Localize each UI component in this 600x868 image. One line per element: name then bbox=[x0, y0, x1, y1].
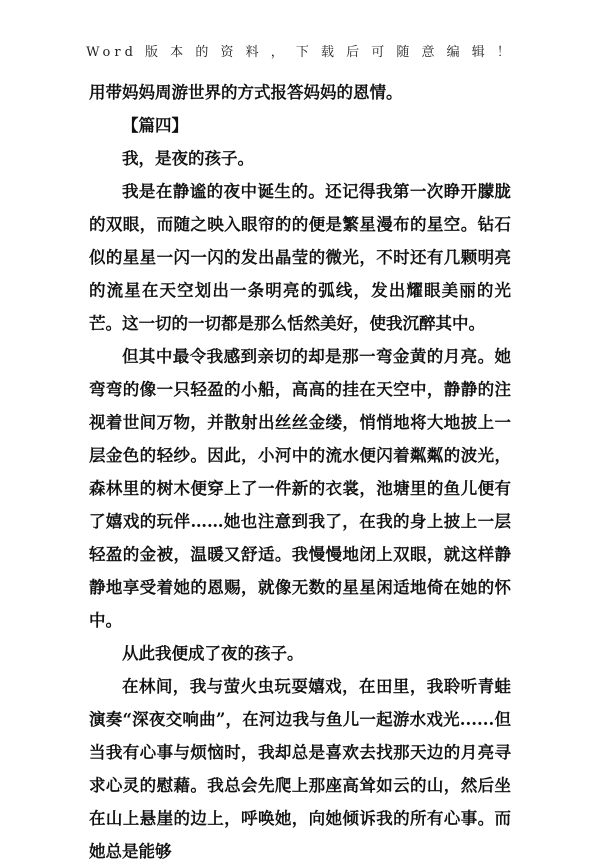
section-heading: 【篇四】 bbox=[122, 116, 188, 135]
paragraph: 我，是夜的孩子。 bbox=[122, 149, 254, 168]
paragraph: 我是在静谧的夜中诞生的。还记得我第一次睁开朦胧的双眼，而随之映入眼帘的的便是繁星漫布的星空。钻石似的星星一闪一闪的发出晶莹的微光，不时还有几颗明亮的流星在天空划出一条明亮的弧线，发出耀眼美丽的光芒。这一切的一切都是那么恬然美好，使我沉醉其中。 bbox=[89, 182, 511, 333]
page-header: Word 版 本 的 资 料 ， 下 载 后 可 随 意 编 辑 ！ bbox=[86, 45, 514, 60]
paragraph: 从此我便成了夜的孩子。 bbox=[122, 644, 304, 663]
paragraph: 但其中最令我感到亲切的却是那一弯金黄的月亮。她弯弯的像一只轻盈的小船，高高的挂在天空中，静静的注视着世间万物，并散射出丝丝金缕，悄悄地将大地披上一层金色的轻纱。因此，小河中的流水便闪着粼粼的波光，森林里的树木便穿上了一件新的衣裳，池塘里的鱼儿便有了嬉戏的玩伴……她也注意到我了，在我的身上披上一层轻盈的金被，温暖又舒适。我慢慢地闭上双眼，就这样静静地享受着她的恩赐，就像无数的星星闲适地倚在她的怀中。 bbox=[89, 347, 511, 630]
document-body bbox=[89, 76, 511, 868]
paragraph-continuation: 用带妈妈周游世界的方式报答妈妈的恩情。 bbox=[89, 83, 403, 102]
paragraph: 在林间，我与萤火虫玩耍嬉戏，在田里，我聆听青蛙演奏“深夜交响曲”，在河边我与鱼儿一起游水戏光......但当我有心事与烦恼时，我却总是喜欢去找那天边的月亮寻求心灵的慰藉。我总会先爬上那座高耸如云的山，然后坐在山上悬崖的边上，呼唤她，向她倾诉我的所有心事。而她总是能够 bbox=[89, 677, 511, 861]
